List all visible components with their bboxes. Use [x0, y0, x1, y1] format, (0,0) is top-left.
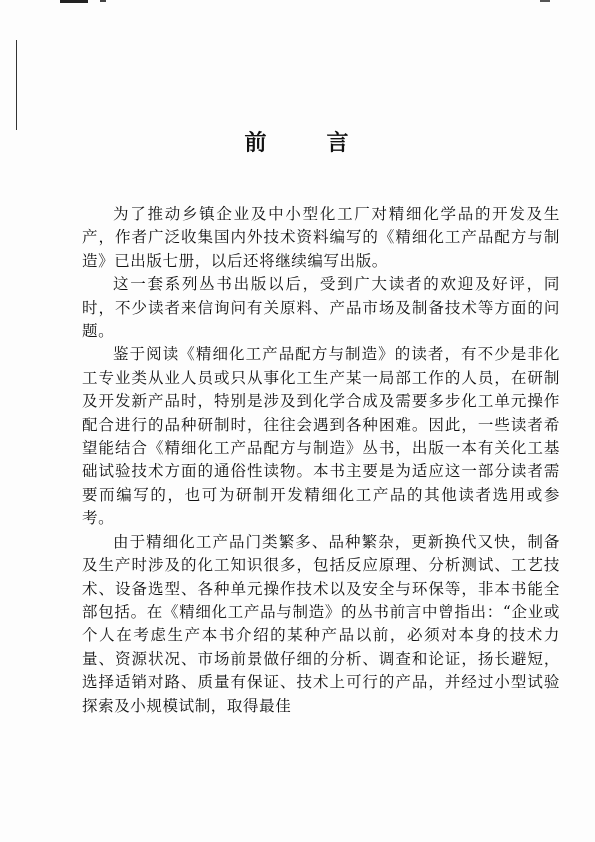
scan-mark	[100, 0, 106, 2]
scan-mark	[60, 0, 88, 3]
page-title	[0, 126, 595, 157]
binding-edge-line	[16, 40, 17, 130]
page-title-char: 言	[326, 131, 351, 156]
page-title-char: 前	[244, 131, 269, 156]
scan-mark	[540, 0, 550, 2]
preface-body	[82, 203, 560, 718]
paragraph: 鉴于阅读《精细化工产品配方与制造》的读者，有不少是非化工专业类从业人员或只从事化工生产某一局部工作的人员，在研制及开发新产品时，特别是涉及到化学合成及需要多步化工单元操作配合进行的品种研制时，往往会遇到各种困难。因此，一些读者希望能结合《精细化工产品配方与制造》丛书，出版一本有关化工基础试验技术方面的通俗性读物。本书主要是为适应这一部分读者需要而编写的，也可为研制开发精细化工产品的其他读者选用或参考。	[82, 345, 560, 528]
paragraph: 为了推动乡镇企业及中小型化工厂对精细化学品的开发及生产，作者广泛收集国内外技术资料编写的《精细化工产品配方与制造》已出版七册，以后还将继续编写出版。	[82, 205, 560, 270]
paragraph: 这一套系列丛书出版以后，受到广大读者的欢迎及好评，同时，不少读者来信询问有关原料、产品市场及制备技术等方面的问题。	[82, 275, 560, 341]
paragraph: 由于精细化工产品门类繁多、品种繁杂，更新换代又快，制备及生产时涉及的化工知识很多，包括反应原理、分析测试、工艺技术、设备选型、各种单元操作技术以及安全与环保等，非本书能全部包括。在《精细化工产品与制造》的丛书前言中曾指出：“企业或个人在考虑生产本书介绍的某种产品以前，必须对本身的技术力量、资源状况、市场前景做仔细的分析、调查和论证，扬长避短，选择适销对路、质量有保证、技术上可行的产品，并经过小型试验探索及小规模试制，取得最佳	[82, 532, 560, 715]
